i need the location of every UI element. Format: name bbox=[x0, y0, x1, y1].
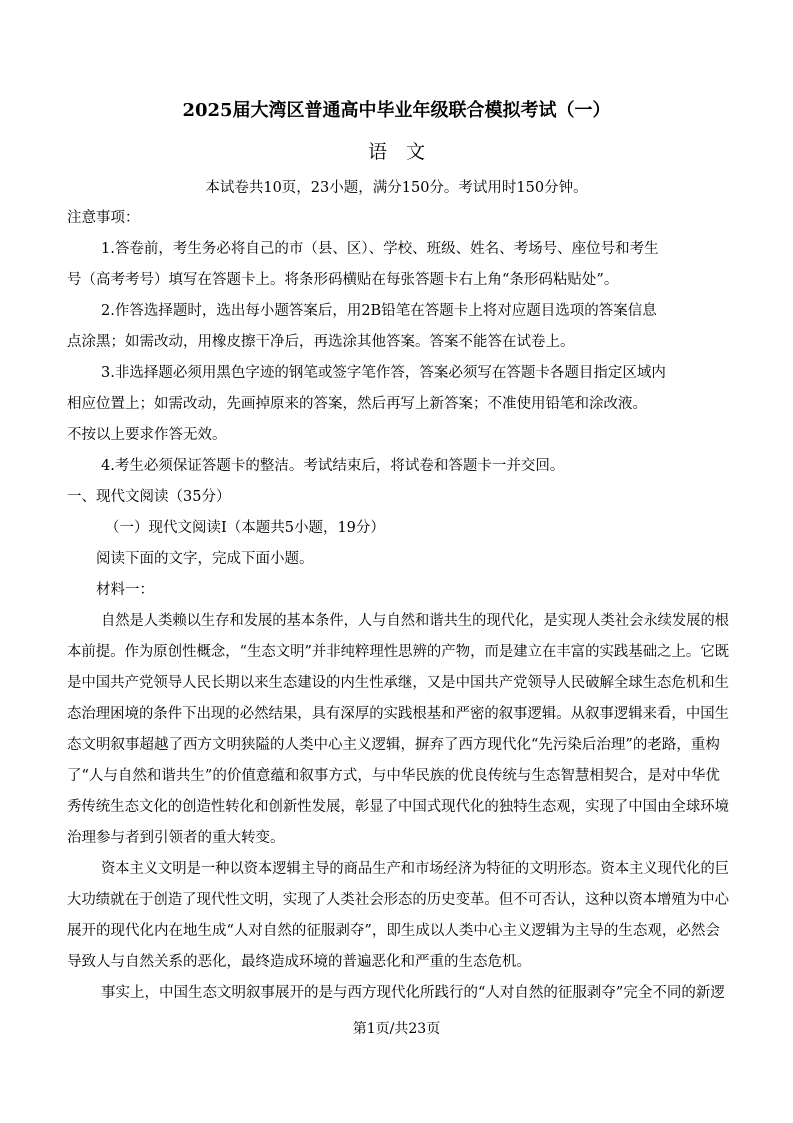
notice-line: 2.作答选择题时，选出每小题答案后，用2B铅笔在答题卡上将对应题目选项的答案信息 bbox=[101, 303, 657, 319]
passage-line: 事实上，中国生态文明叙事展开的是与西方现代化所践行的“人对自然的征服剥夺”完全不同的新逻 bbox=[101, 985, 725, 1001]
passage-line: 自然是人类赖以生存和发展的基本条件，人与自然和谐共生的现代化，是实现人类社会永续发展的根 bbox=[101, 613, 729, 629]
passage-line: 态文明叙事超越了西方文明狭隘的人类中心主义逻辑，摒弃了西方现代化“先污染后治理”的老路，重构 bbox=[67, 737, 720, 753]
notice-line: 4.考生必须保证答题卡的整洁。考试结束后，将试卷和答题卡一并交回。 bbox=[101, 458, 565, 474]
passage-line: 秀传统生态文化的创造性转化和创新性发展，彰显了中国式现代化的独特生态观，实现了中国由全球环境 bbox=[67, 799, 729, 815]
passage-line: 了“人与自然和谐共生”的价值意蕴和叙事方式，与中华民族的优良传统与生态智慧相契合，是对中华优 bbox=[67, 768, 720, 784]
passage-line: 本前提。作为原创性概念，“生态文明”并非纯粹理性思辨的产物，而是建立在丰富的实践基础之上。它既 bbox=[67, 644, 729, 660]
section-instruction: 阅读下面的文字，完成下面小题。 bbox=[96, 551, 314, 567]
passage-line: 态治理困境的条件下出现的必然结果，具有深厚的实践根基和严密的叙事逻辑。从叙事逻辑来看，中国生 bbox=[67, 706, 729, 722]
notice-line: 不按以上要求作答无效。 bbox=[67, 427, 227, 443]
exam-title: 2025届大湾区普通高中毕业年级联合模拟考试（一） bbox=[182, 100, 611, 121]
exam-info: 本试卷共10页，23小题，满分150分。考试用时150分钟。 bbox=[205, 180, 588, 196]
notice-heading: 注意事项： bbox=[67, 210, 140, 226]
section-heading: 一、现代文阅读（35分） bbox=[67, 489, 231, 505]
passage-line: 资本主义文明是一种以资本逻辑主导的商品生产和市场经济为特征的文明形态。资本主义现代化的巨 bbox=[101, 861, 729, 877]
subject-title: 语 文 bbox=[367, 141, 425, 163]
passage-line: 是中国共产党领导人民长期以来生态建设的内生性承继，又是中国共产党领导人民破解全球生态危机和生 bbox=[67, 675, 729, 691]
passage-line: 导致人与自然关系的恶化，最终造成环境的普遍恶化和严重的生态危机。 bbox=[67, 954, 531, 970]
material-label: 材料一： bbox=[96, 582, 154, 598]
page-number: 第1页/共23页 bbox=[352, 1021, 441, 1037]
notice-line: 3.非选择题必须用黑色字迹的钢笔或签字笔作答，答案必须写在答题卡各题目指定区域内 bbox=[101, 365, 666, 381]
section-subheading: （一）现代文阅读Ⅰ（本题共5小题，19分） bbox=[105, 520, 385, 536]
notice-line: 号（高考考号）填写在答题卡上。将条形码横贴在每张答题卡右上角“条形码粘贴处”。 bbox=[67, 272, 619, 288]
exam-body bbox=[67, 203, 729, 1009]
passage-line: 治理参与者到引领者的重大转变。 bbox=[67, 830, 285, 846]
notice-line: 点涂黑；如需改动，用橡皮擦干净后，再选涂其他答案。答案不能答在试卷上。 bbox=[67, 334, 575, 350]
passage-line: 展开的现代化内在地生成“人对自然的征服剥夺”，即生成以人类中心主义逻辑为主导的生态观，必然会 bbox=[67, 923, 720, 939]
passage-line: 大功绩就在于创造了现代性文明，实现了人类社会形态的历史变革。但不可否认，这种以资本增殖为中心 bbox=[67, 892, 729, 908]
notice-line: 1.答卷前，考生务必将自己的市（县、区）、学校、班级、姓名、考场号、座位号和考生 bbox=[101, 241, 659, 257]
notice-line: 相应位置上；如需改动，先画掉原来的答案，然后再写上新答案；不准使用铅笔和涂改液。 bbox=[67, 396, 647, 412]
